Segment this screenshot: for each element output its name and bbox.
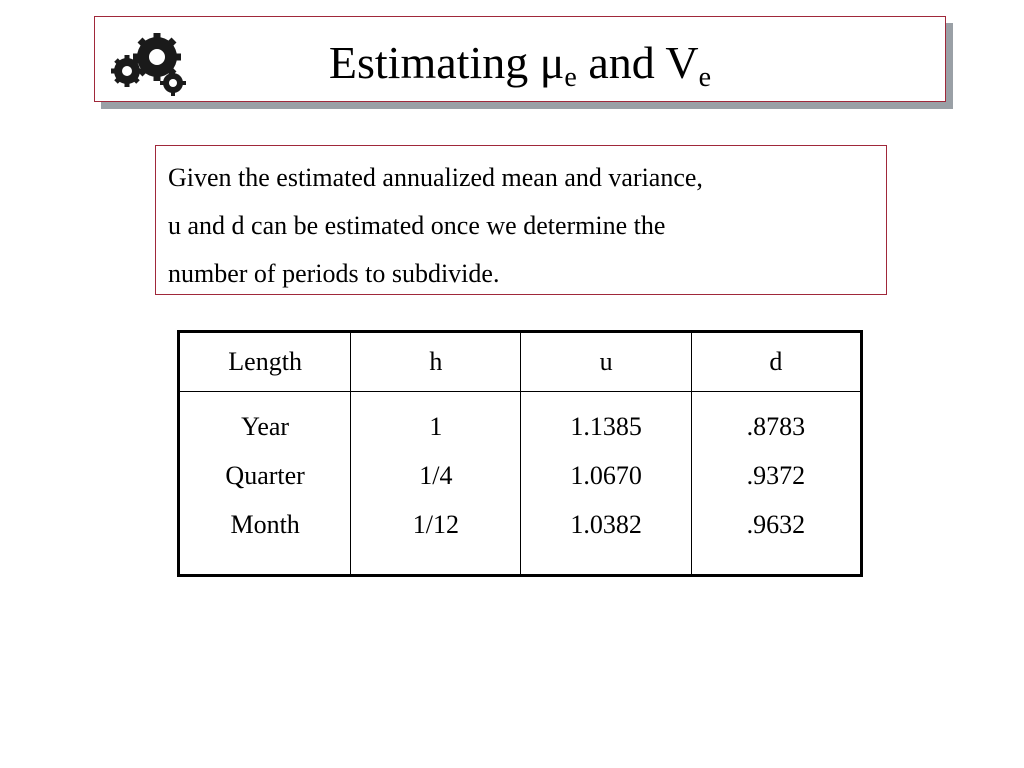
table-header-row	[179, 332, 862, 392]
table-cell: .9632	[746, 510, 806, 539]
table-cell: 1.1385	[570, 412, 642, 441]
table-cell: Month	[230, 510, 300, 539]
table-cell: .9372	[746, 461, 806, 490]
note-line-3: number of periods to subdivide.	[168, 259, 500, 288]
table-cell: 1.0670	[570, 461, 642, 490]
note-line-2: u and d can be estimated once we determine the	[168, 211, 666, 240]
parameters-table	[177, 330, 863, 577]
table-cell: Quarter	[225, 461, 305, 490]
table-cell: 1/4	[419, 461, 453, 490]
table-cell: 1/12	[412, 510, 459, 539]
note-line-1: Given the estimated annualized mean and variance,	[168, 163, 703, 192]
title-v-subscript: e	[698, 62, 712, 93]
d-column	[691, 392, 861, 576]
table-cell: Year	[241, 412, 290, 441]
table-cell: .8783	[746, 412, 806, 441]
table-row	[179, 392, 862, 576]
header-d: d	[691, 332, 861, 392]
length-column	[179, 392, 351, 576]
table-cell: 1.0382	[570, 510, 642, 539]
h-column	[351, 392, 521, 576]
u-column	[521, 392, 691, 576]
header-h: h	[351, 332, 521, 392]
slide-title	[95, 35, 945, 91]
note-box	[155, 145, 887, 295]
header-u: u	[521, 332, 691, 392]
header-length: Length	[179, 332, 351, 392]
title-prefix: Estimating	[328, 37, 540, 88]
table-cell: 1	[429, 412, 443, 441]
title-mu: μ	[539, 37, 565, 88]
title-mu-subscript: e	[564, 62, 577, 93]
title-mid: and V	[576, 37, 699, 88]
title-box	[94, 16, 946, 102]
